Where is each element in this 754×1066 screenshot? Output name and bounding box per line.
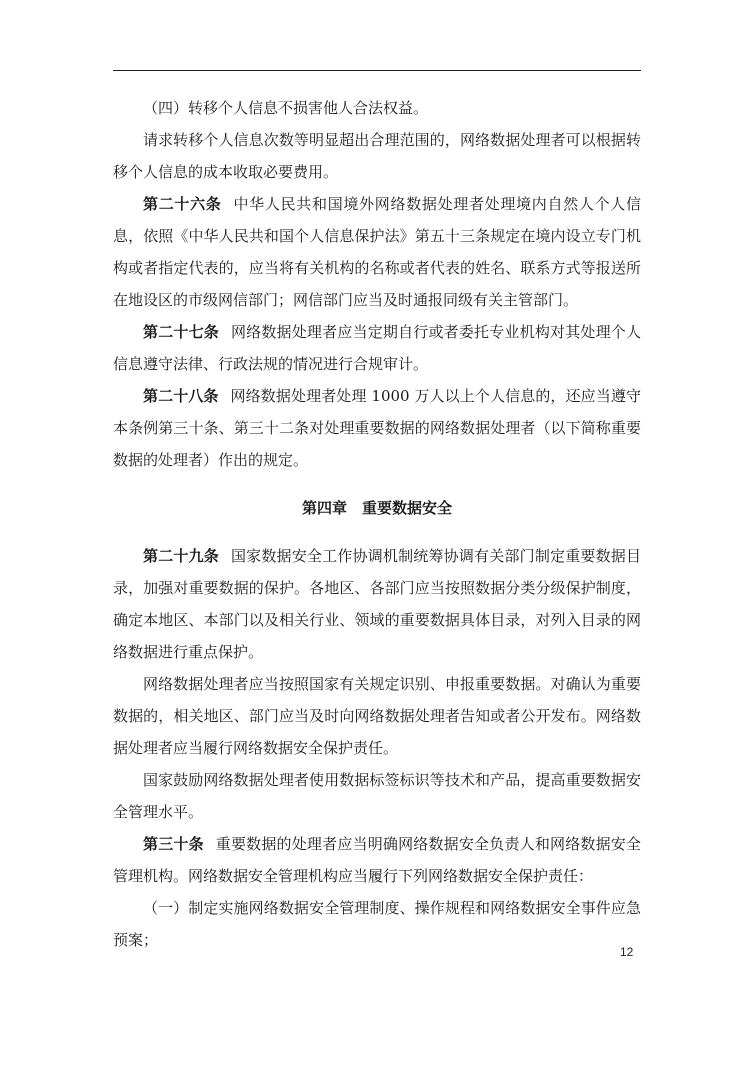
article-26: 第二十六条 中华人民共和国境外网络数据处理者处理境内自然人个人信息，依照《中华人民共和国个人信息保护法》第五十三条规定在境内设立专门机构或者指定代表的，应当将有关机构的名称或者代表的姓名、联系方式等报送所在地设区的市级网信部门；网信部门应当及时通报同级有关主管部门。 bbox=[113, 195, 641, 309]
article-number: 第二十七条 bbox=[143, 323, 219, 341]
document-body bbox=[113, 92, 641, 956]
paragraph-item-4: （四）转移个人信息不损害他人合法权益。 bbox=[143, 99, 429, 117]
article-27: 第二十七条 网络数据处理者应当定期自行或者委托专业机构对其处理个人信息遵守法律、行政法规的情况进行合规审计。 bbox=[113, 323, 641, 373]
chapter-title: 第四章 重要数据安全 bbox=[301, 499, 452, 517]
paragraph-transfer-fee: 请求转移个人信息次数等明显超出合理范围的，网络数据处理者可以根据转移个人信息的成本收取必要费用。 bbox=[113, 131, 641, 181]
paragraph-item-1: （一）制定实施网络数据安全管理制度、操作规程和网络数据安全事件应急预案； bbox=[113, 899, 641, 949]
article-number: 第二十九条 bbox=[143, 547, 219, 565]
paragraph-encourage-labels: 国家鼓励网络数据处理者使用数据标签标识等技术和产品，提高重要数据安全管理水平。 bbox=[113, 771, 641, 821]
section-after bbox=[113, 540, 641, 956]
article-number: 第二十六条 bbox=[143, 195, 222, 213]
article-number: 第二十八条 bbox=[143, 387, 219, 405]
paragraph-identify-report: 网络数据处理者应当按照国家有关规定识别、申报重要数据。对确认为重要数据的，相关地区、部门应当及时向网络数据处理者告知或者公开发布。网络数据处理者应当履行网络数据安全保护责任。 bbox=[113, 675, 641, 757]
article-30: 第三十条 重要数据的处理者应当明确网络数据安全负责人和网络数据安全管理机构。网络数据安全管理机构应当履行下列网络数据安全保护责任： bbox=[113, 835, 641, 885]
page-number: 12 bbox=[620, 945, 634, 959]
section-before bbox=[113, 92, 641, 476]
article-29: 第二十九条 国家数据安全工作协调机制统筹协调有关部门制定重要数据目录，加强对重要数据的保护。各地区、各部门应当按照数据分类分级保护制度，确定本地区、本部门以及相关行业、领域的重要数据具体目录，对列入目录的网络数据进行重点保护。 bbox=[113, 547, 641, 661]
header-rule bbox=[113, 70, 641, 71]
article-number: 第三十条 bbox=[143, 835, 204, 853]
article-28: 第二十八条 网络数据处理者处理 1000 万人以上个人信息的，还应当遵守本条例第三十条、第三十二条对处理重要数据的网络数据处理者（以下简称重要数据的处理者）作出的规定。 bbox=[113, 387, 641, 469]
